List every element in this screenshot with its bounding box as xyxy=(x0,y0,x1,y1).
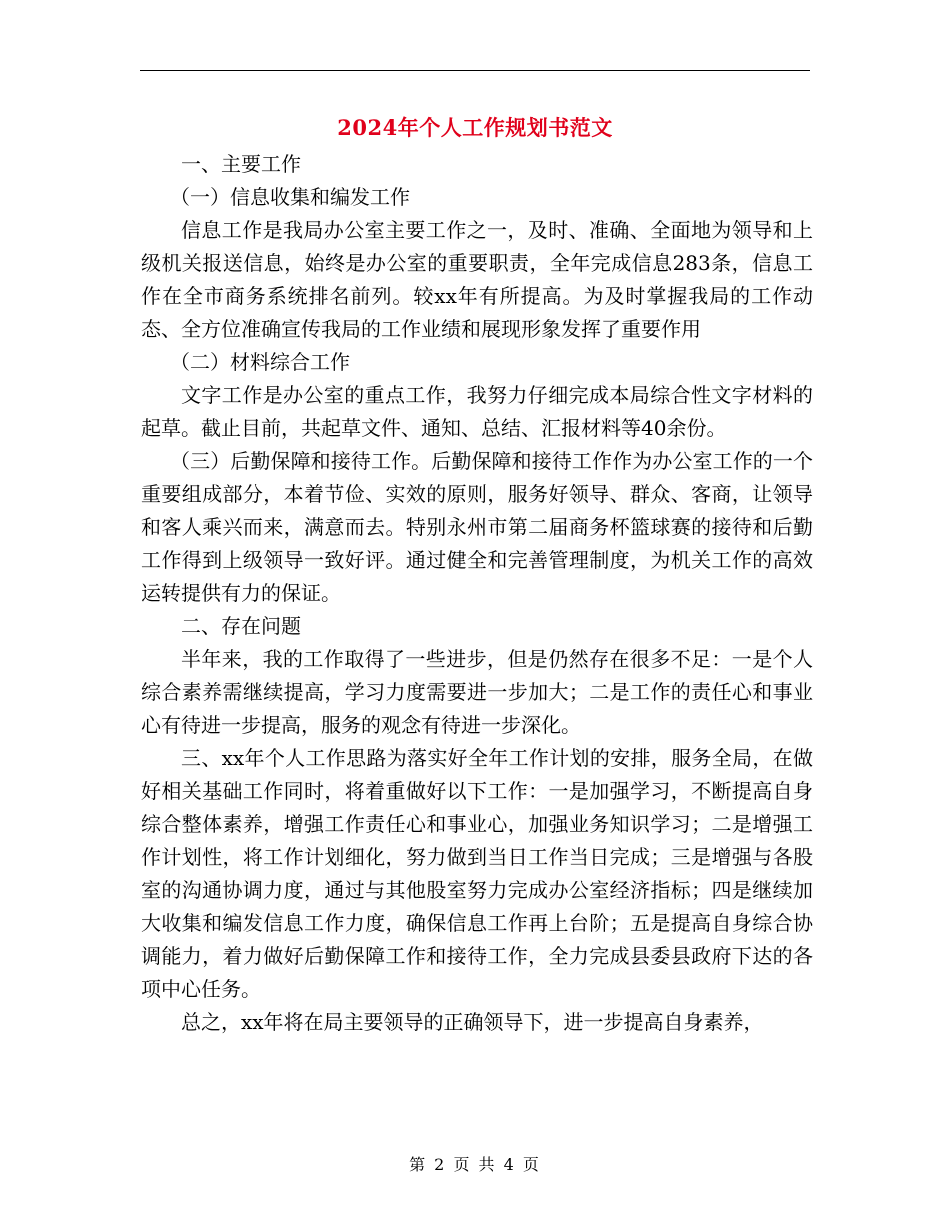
header-rule xyxy=(140,70,810,71)
document-body xyxy=(141,148,813,1039)
page-number-footer: 第 2 页 共 4 页 xyxy=(409,1155,541,1174)
body-paragraph: 文字工作是办公室的重点工作，我努力仔细完成本局综合性文字材料的起草。截止目前，共起草文件、通知、总结、汇报材料等40余份。 xyxy=(141,383,813,440)
body-paragraph: 半年来，我的工作取得了一些进步，但是仍然存在很多不足：一是个人综合素养需继续提高，学习力度需要进一步加大；二是工作的责任心和事业心有待进一步提高，服务的观念有待进一步深化。 xyxy=(141,647,813,737)
subsection-heading: （二）材料综合工作 xyxy=(170,350,350,374)
subsection-heading: （一）信息收集和编发工作 xyxy=(170,185,410,209)
body-paragraph: 三、xx年个人工作思路为落实好全年工作计划的安排，服务全局，在做好相关基础工作同时，将着重做好以下工作：一是加强学习，不断提高自身综合整体素养，增强工作责任心和事业心，加强业务知识学习；二是增强工作计划性，将工作计划细化，努力做到当日工作当日完成；三是增强与各股室的沟通协调力度，通过与其他股室努力完成办公室经济指标；四是继续加大收集和编发信息工作力度，确保信息工作再上台阶；五是提高自身综合协调能力，着力做好后勤保障工作和接待工作，全力完成县委县政府下达的各项中心任务。 xyxy=(141,746,813,1001)
body-paragraph: （三）后勤保障和接待工作。后勤保障和接待工作作为办公室工作的一个重要组成部分，本着节俭、实效的原则，服务好领导、群众、客商，让领导和客人乘兴而来，满意而去。特别永州市第二届商务杯篮球赛的接待和后勤工作得到上级领导一致好评。通过健全和完善管理制度，为机关工作的高效运转提供有力的保证。 xyxy=(141,449,813,605)
document-title: 2024年个人工作规划书范文 xyxy=(337,115,613,140)
section-heading: 二、存在问题 xyxy=(181,614,301,638)
section-heading: 一、主要工作 xyxy=(181,152,301,176)
body-paragraph: 总之，xx年将在局主要领导的正确领导下，进一步提高自身素养， xyxy=(181,1010,764,1034)
body-paragraph: 信息工作是我局办公室主要工作之一，及时、准确、全面地为领导和上级机关报送信息，始终是办公室的重要职责，全年完成信息283条，信息工作在全市商务系统排名前列。较xx年有所提高。为及时掌握我局的工作动态、全方位准确宣传我局的工作业绩和展现形象发挥了重要作用 xyxy=(141,218,813,341)
